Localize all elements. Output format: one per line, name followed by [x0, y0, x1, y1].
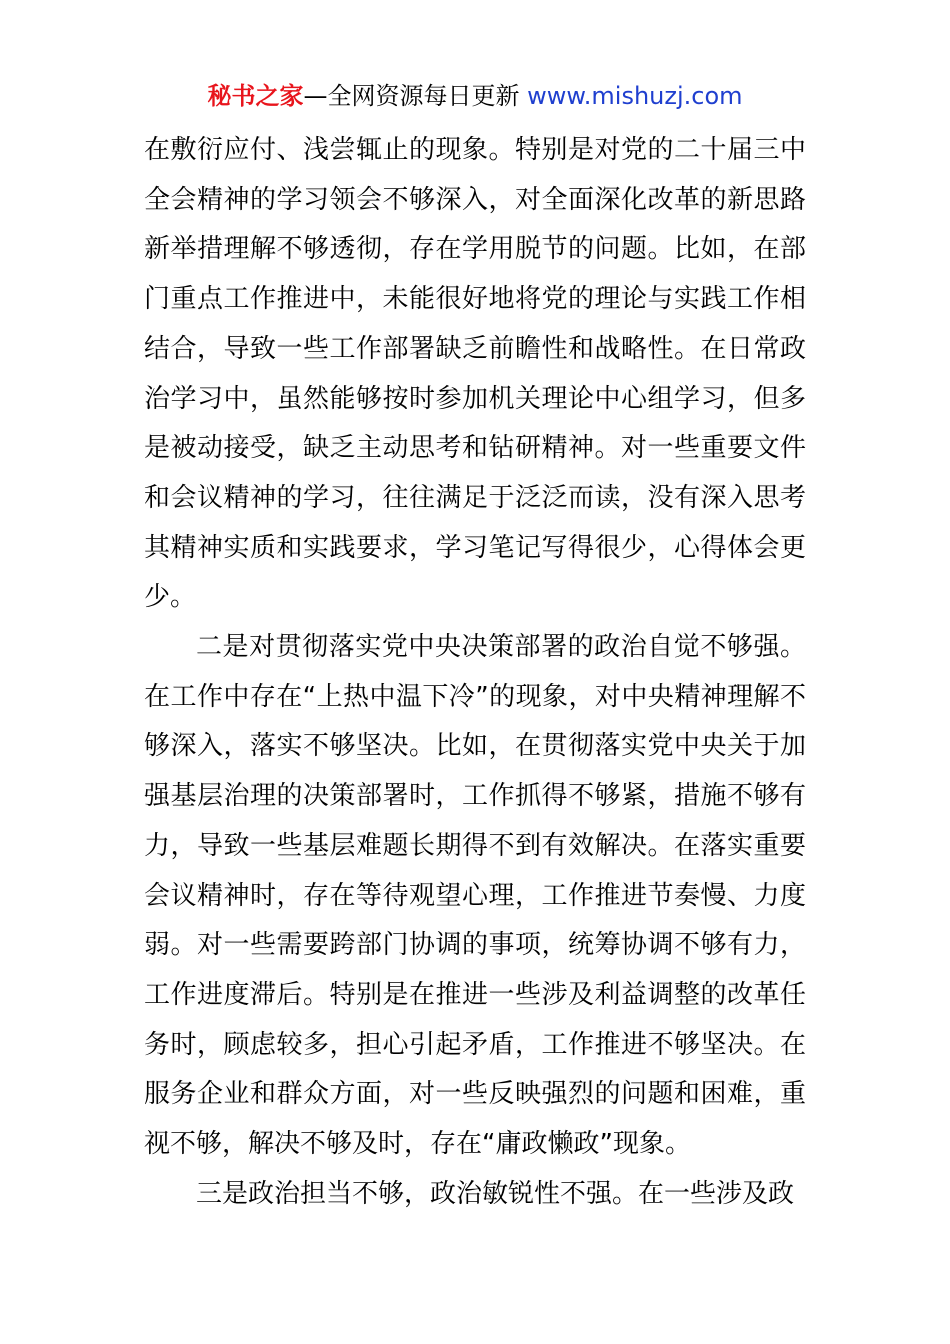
header-tagline: —全网资源每日更新: [303, 82, 528, 110]
document-body: [144, 126, 806, 1219]
brand-name: 秘书之家: [207, 82, 304, 110]
paragraph-continuation: 在敷衍应付、浅尝辄止的现象。特别是对党的二十届三中全会精神的学习领会不够深入，对全面深化改革的新思路新举措理解不够透彻，存在学用脱节的问题。比如，在部门重点工作推进中，未能很好地将党的理论与实践工作相结合，导致一些工作部署缺乏前瞻性和战略性。在日常政治学习中，虽然能够按时参加机关理论中心组学习，但多是被动接受，缺乏主动思考和钻研精神。对一些重要文件和会议精神的学习，往往满足于泛泛而读，没有深入思考其精神实质和实践要求，学习笔记写得很少，心得体会更少。: [144, 135, 806, 613]
paragraph-point-three: 三是政治担当不够，政治敏锐性不强。在一些涉及政: [196, 1178, 795, 1209]
paragraph-point-two: 二是对贯彻落实党中央决策部署的政治自觉不够强。在工作中存在“上热中温下冷”的现象，对中央精神理解不够深入，落实不够坚决。比如，在贯彻落实党中央关于加强基层治理的决策部署时，工作抓得不够紧，措施不够有力，导致一些基层难题长期得不到有效解决。在落实重要会议精神时，存在等待观望心理，工作推进节奏慢、力度弱。对一些需要跨部门协调的事项，统筹协调不够有力，工作进度滞后。特别是在推进一些涉及利益调整的改革任务时，顾虑较多，担心引起矛盾，工作推进不够坚决。在服务企业和群众方面，对一些反映强烈的问题和困难，重视不够，解决不够及时，存在“庸政懒政”现象。: [144, 632, 806, 1160]
header-url[interactable]: www.mishuzj.com: [527, 82, 743, 110]
page-header: [0, 80, 950, 112]
